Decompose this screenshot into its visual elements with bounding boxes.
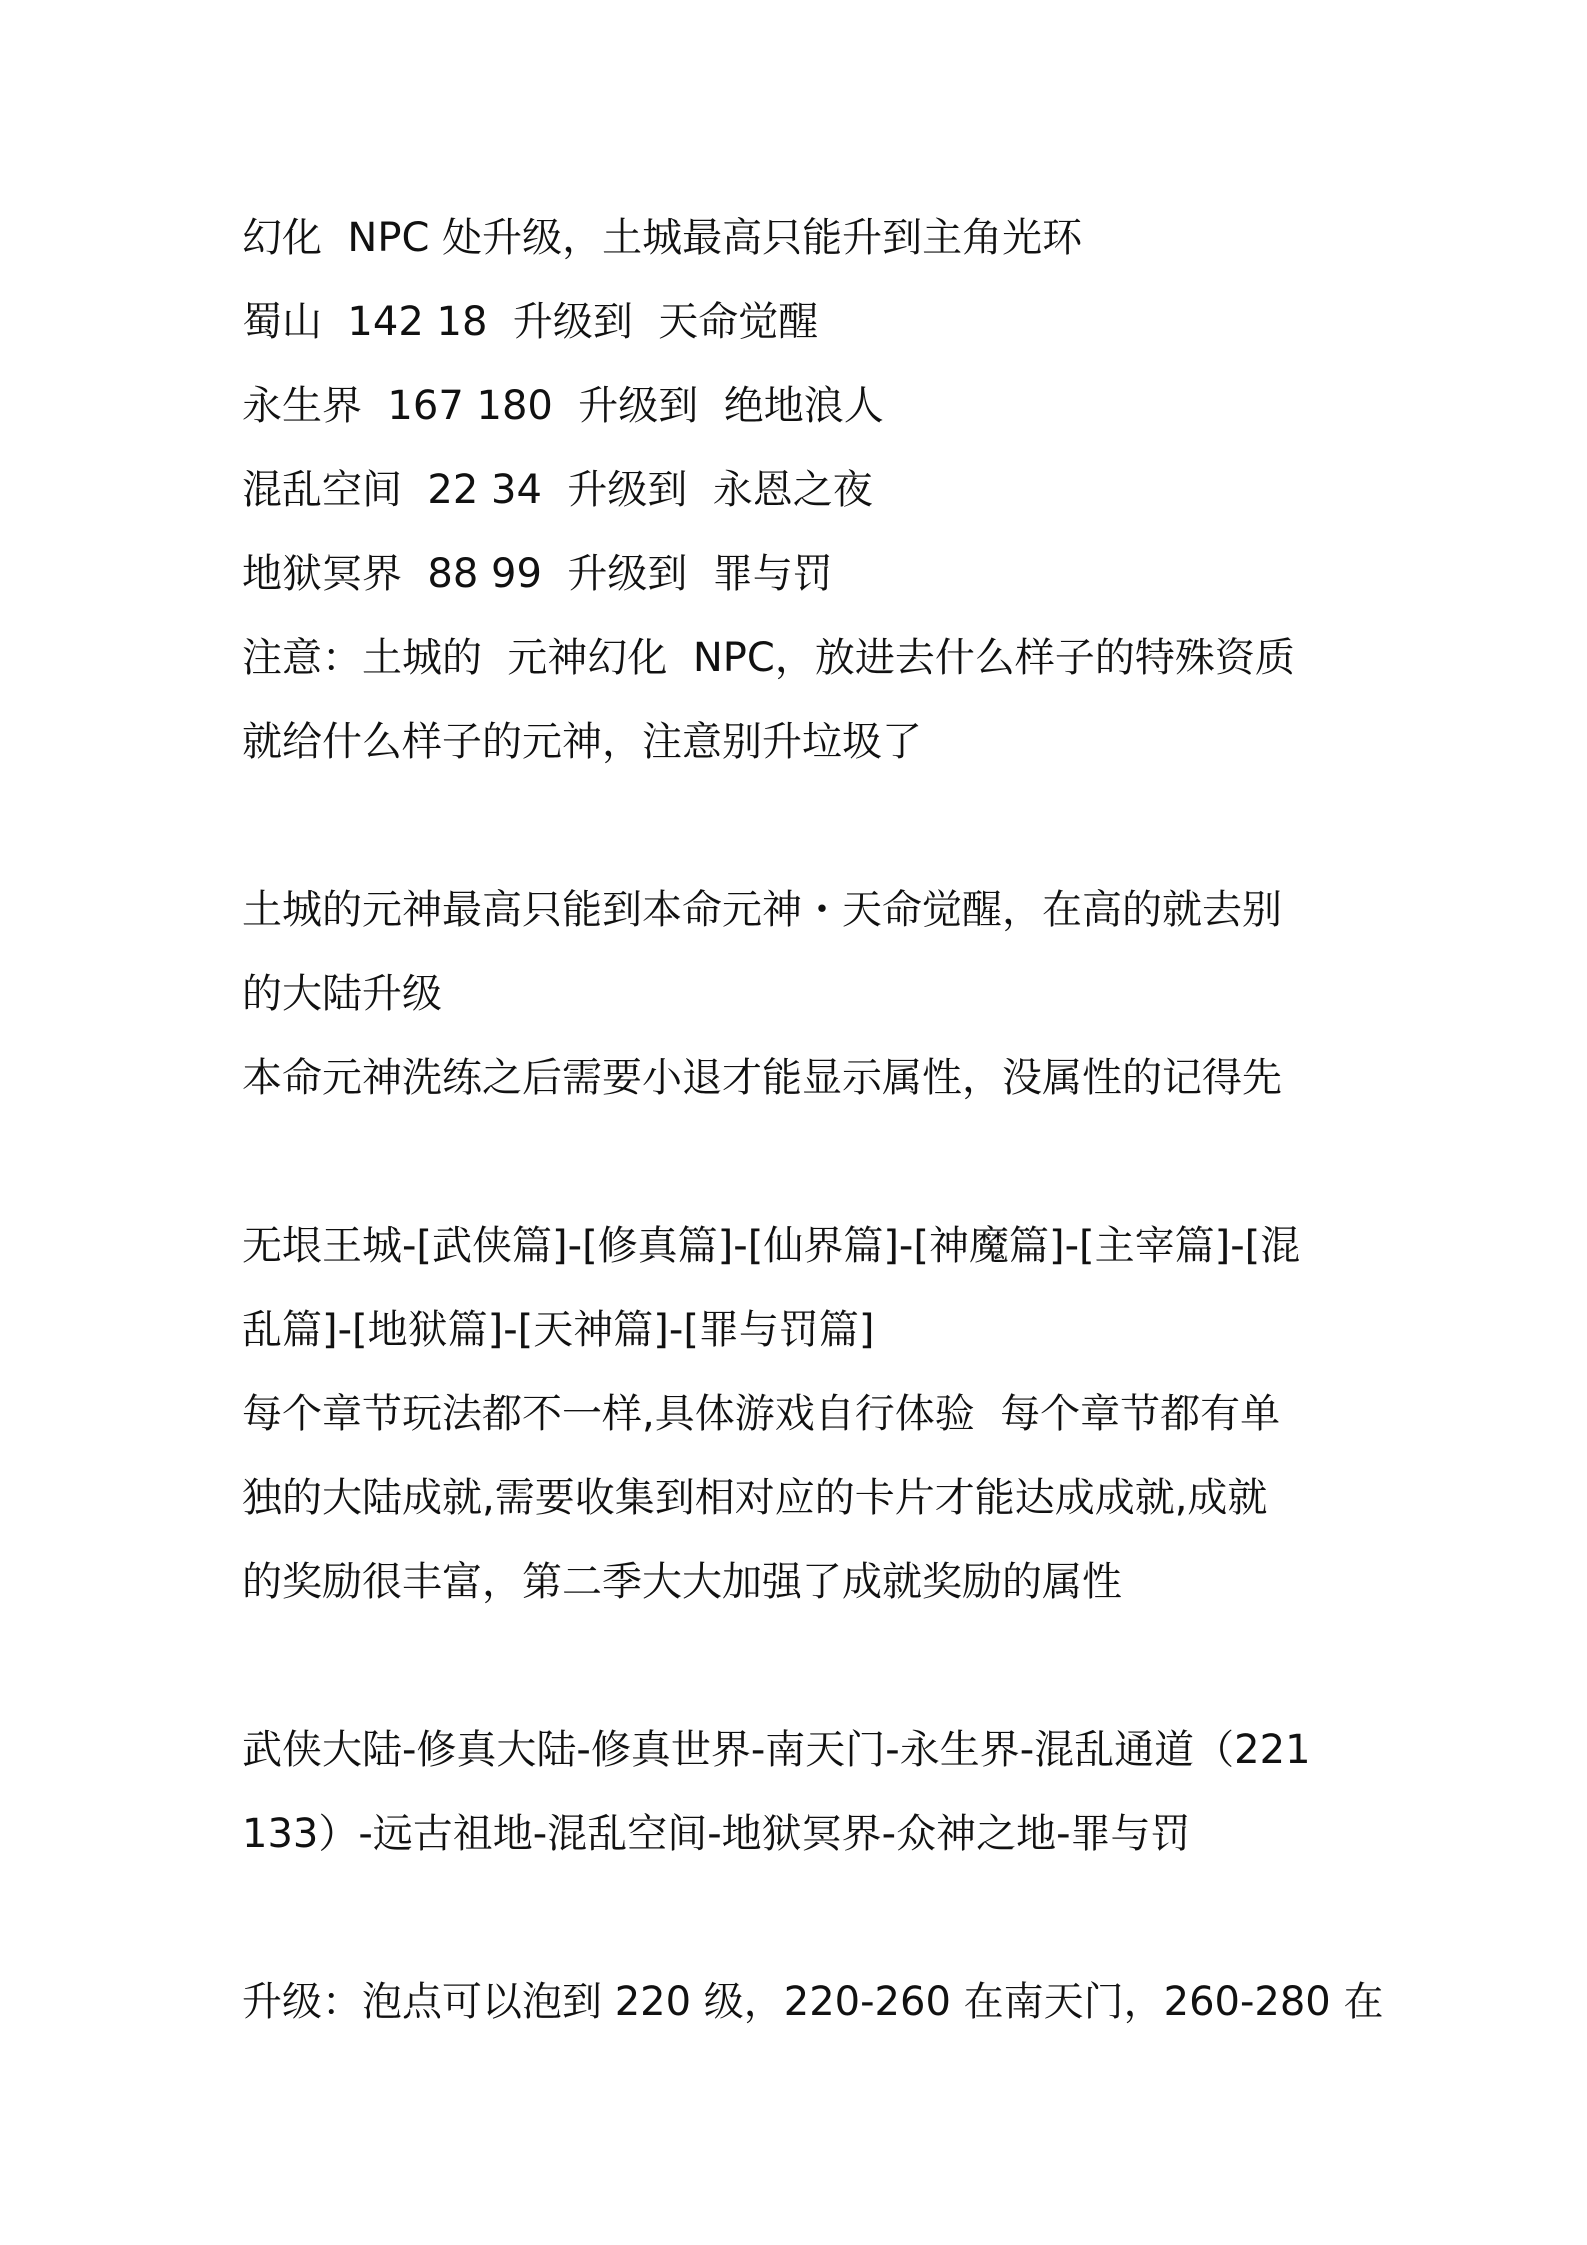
text-line: 永生界 167 180 升级到 绝地浪人 — [242, 383, 884, 429]
paragraph-spacer — [242, 1120, 1362, 1204]
text-line: 的大陆升级 — [242, 971, 442, 1017]
text-line: 注意：土城的 元神幻化 NPC，放进去什么样子的特殊资质 — [242, 635, 1295, 681]
text-line: 每个章节玩法都不一样,具体游戏自行体验 每个章节都有单 — [242, 1391, 1281, 1437]
text-line: 升级：泡点可以泡到 220 级，220-260 在南天门，260-280 在 — [242, 1979, 1384, 2025]
text-line: 混乱空间 22 34 升级到 永恩之夜 — [242, 467, 873, 513]
text-line: 幻化 NPC 处升级，土城最高只能升到主角光环 — [242, 215, 1083, 261]
text-line: 乱篇]-[地狱篇]-[天神篇]-[罪与罚篇] — [242, 1307, 875, 1353]
document-body — [242, 196, 1384, 2044]
text-line: 独的大陆成就,需要收集到相对应的卡片才能达成成就,成就 — [242, 1475, 1268, 1521]
paragraph-yuanshen-note — [242, 868, 1362, 1120]
paragraph-spacer — [242, 1876, 1362, 1960]
text-line: 无垠王城-[武侠篇]-[修真篇]-[仙界篇]-[神魔篇]-[主宰篇]-[混 — [242, 1223, 1301, 1269]
paragraph-chapters — [242, 1204, 1362, 1624]
text-line: 土城的元神最高只能到本命元神・天命觉醒，在高的就去别 — [242, 887, 1282, 933]
text-line: 地狱冥界 88 99 升级到 罪与罚 — [242, 551, 833, 597]
text-line: 的奖励很丰富，第二季大大加强了成就奖励的属性 — [242, 1559, 1122, 1605]
paragraph-upgrade-npc — [242, 196, 1362, 784]
paragraph-continents — [242, 1708, 1362, 1876]
paragraph-spacer — [242, 1624, 1362, 1708]
text-line: 武侠大陆-修真大陆-修真世界-南天门-永生界-混乱通道（221 — [242, 1727, 1311, 1773]
text-line: 133）-远古祖地-混乱空间-地狱冥界-众神之地-罪与罚 — [242, 1811, 1191, 1857]
text-line: 本命元神洗练之后需要小退才能显示属性，没属性的记得先 — [242, 1055, 1282, 1101]
paragraph-spacer — [242, 784, 1362, 868]
text-line: 蜀山 142 18 升级到 天命觉醒 — [242, 299, 819, 345]
text-line: 就给什么样子的元神，注意别升垃圾了 — [242, 719, 922, 765]
paragraph-leveling — [242, 1960, 1384, 2044]
